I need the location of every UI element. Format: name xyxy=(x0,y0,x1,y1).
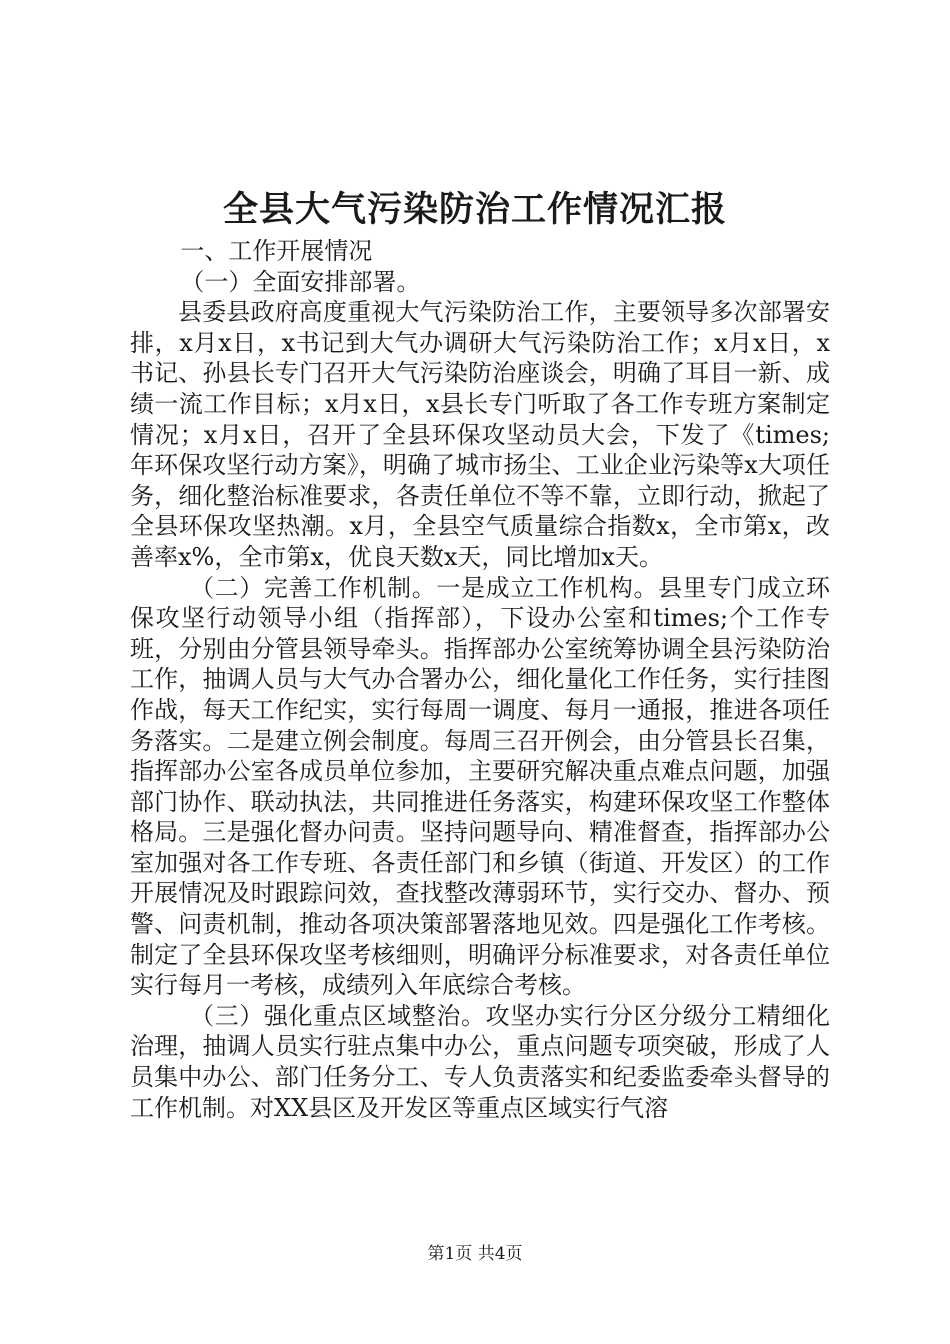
body-paragraph: （二）完善工作机制。一是成立工作机构。县里专门成立环保攻坚行动领导小组（指挥部），下设办公室和times;个工作专班，分别由分管县领导牵头。指挥部办公室统筹协调全县污染防治工作，抽调人员与大气办合署办公，细化量化工作任务，实行挂图作战，每天工作纪实，实行每周一调度、每月一通报，推进各项任务落实。二是建立例会制度。每周三召开例会，由分管县长召集，指挥部办公室各成员单位参加，主要研究解决重点难点问题，加强部门协作、联动执法，共同推进任务落实，构建环保攻坚工作整体格局。三是强化督办问责。坚持问题导向、精准督查，指挥部办公室加强对各工作专班、各责任部门和乡镇（街道、开发区）的工作开展情况及时跟踪问效，查找整改薄弱环节，实行交办、督办、预警、问责机制，推动各项决策部署落地见效。四是强化工作考核。制定了全县环保攻坚考核细则，明确评分标准要求，对各责任单位实行每月一考核，成绩列入年底综合考核。 xyxy=(130,573,830,1000)
subsection-heading: （一）全面安排部署。 xyxy=(180,267,421,296)
document-body xyxy=(130,236,830,1123)
page-number-footer: 第1页 共4页 xyxy=(427,1244,523,1264)
body-paragraph: （三）强化重点区域整治。攻坚办实行分区分级分工精细化治理，抽调人员实行驻点集中办公，重点问题专项突破，形成了人员集中办公、部门任务分工、专人负责落实和纪委监委牵头督导的工作机制。对XX县区及开发区等重点区域实行气溶 xyxy=(130,1001,830,1122)
body-paragraph: 县委县政府高度重视大气污染防治工作，主要领导多次部署安排，x月x日，x书记到大气办调研大气污染防治工作；x月x日，x书记、孙县长专门召开大气污染防治座谈会，明确了耳目一新、成绩一流工作目标；x月x日，x县长专门听取了各工作专班方案制定情况；x月x日，召开了全县环保攻坚动员大会，下发了《times;年环保攻坚行动方案》，明确了城市扬尘、工业企业污染等x大项任务，细化整治标准要求，各责任单位不等不靠，立即行动，掀起了全县环保攻坚热潮。x月，全县空气质量综合指数x，全市第x，改善率x%，全市第x，优良天数x天，同比增加x天。 xyxy=(130,298,830,571)
document-title: 全县大气污染防治工作情况汇报 xyxy=(222,189,727,230)
section-heading: 一、工作开展情况 xyxy=(180,237,373,265)
